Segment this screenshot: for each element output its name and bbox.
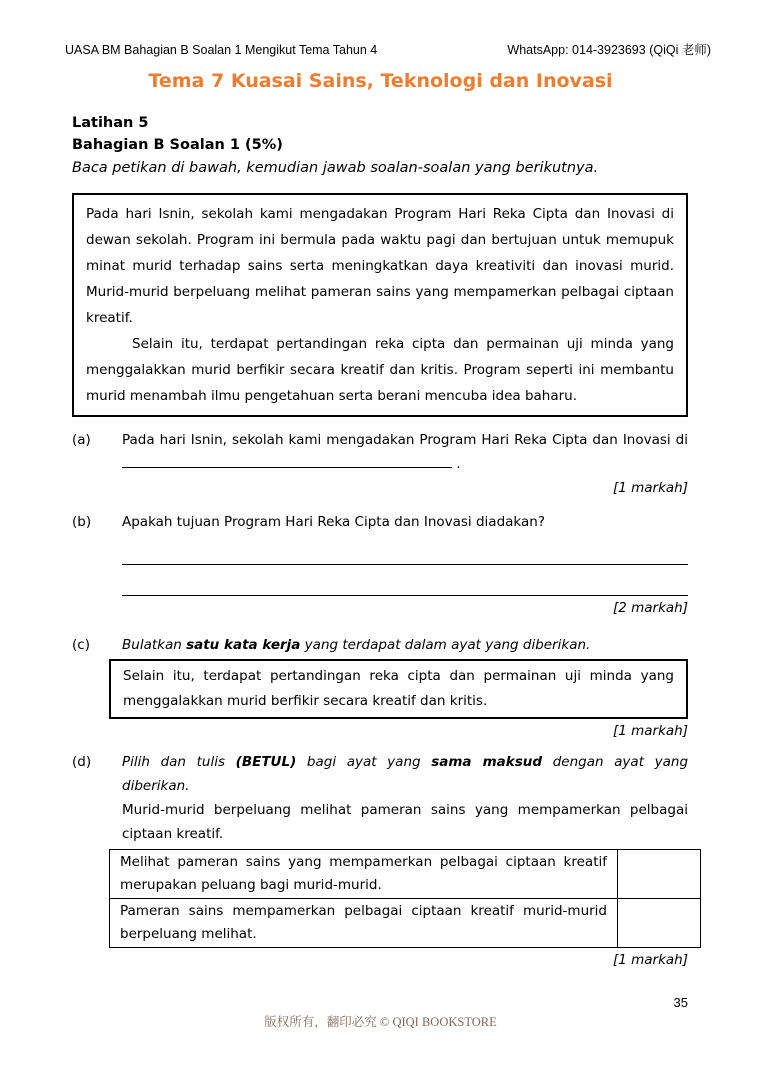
question-d-label: (d) <box>72 754 92 770</box>
page-header <box>65 42 711 58</box>
question-a-label: (a) <box>72 432 91 448</box>
question-d-instruction <box>122 750 688 798</box>
exercise-heading: Latihan 5 <box>72 115 149 131</box>
question-d-instr-b1: (BETUL) <box>235 754 297 770</box>
question-c-instr-pre: Bulatkan <box>122 637 187 653</box>
question-b-marks: [2 markah] <box>612 600 688 616</box>
passage-paragraph-2: Selain itu, terdapat pertandingan reka cipta dan permainan uji minda yang menggalakkan murid berfikir secara kreatif dan kritis. Program seperti ini membantu murid menambah ilmu pengetahuan serta berani mencuba idea baharu. <box>86 336 674 404</box>
header-left-text: UASA BM Bahagian B Soalan 1 Mengikut Tema Tahun 4 <box>65 43 378 57</box>
option-1-answer-cell <box>618 850 701 899</box>
section-heading: Bahagian B Soalan 1 (5%) <box>72 137 283 153</box>
question-a-answer-blank <box>122 454 452 468</box>
question-d-instr-p3: dengan ayat yang diberikan. <box>122 754 689 794</box>
passage-box <box>72 193 688 417</box>
option-1-text: Melihat pameran sains yang mempamerkan pelbagai ciptaan kreatif merupakan peluang bagi murid-murid. <box>110 850 618 899</box>
question-c-instr-bold: satu kata kerja <box>186 637 301 653</box>
question-a-marks: [1 markah] <box>612 480 688 496</box>
question-c-instruction <box>122 633 688 657</box>
question-b-text: Apakah tujuan Program Hari Reka Cipta dan Inovasi diadakan? <box>122 514 545 530</box>
question-c-instr-post: yang terdapat dalam ayat yang diberikan. <box>300 637 591 653</box>
question-d <box>72 750 688 948</box>
passage-paragraph-1: Pada hari Isnin, sekolah kami mengadakan Program Hari Reka Cipta dan Inovasi di dewan sekolah. Program ini bermula pada waktu pagi dan bertujuan untuk memupuk minat murid terhadap sains serta meningkatkan daya kreativiti dan inovasi murid. Murid-murid berpeluang melihat pameran sains yang mempamerkan pelbagai ciptaan kreatif. <box>86 206 674 326</box>
question-a-sentence: Pada hari Isnin, sekolah kami mengadakan Program Hari Reka Cipta dan Inovasi di <box>122 432 688 448</box>
question-a-period: . <box>456 456 461 472</box>
question-b <box>72 510 688 596</box>
option-2-text: Pameran sains mempamerkan pelbagai ciptaan kreatif murid-murid berpeluang melihat. <box>110 899 618 948</box>
question-b-label: (b) <box>72 514 92 530</box>
question-a-text <box>122 428 688 476</box>
table-row <box>110 899 701 948</box>
page-number: 35 <box>673 995 688 1010</box>
worksheet-content <box>72 112 688 970</box>
question-a <box>72 428 688 476</box>
question-c-label: (c) <box>72 637 90 653</box>
question-c-sentence-box: Selain itu, terdapat pertandingan reka cipta dan permainan uji minda yang menggalakkan murid berfikir secara kreatif dan kritis. <box>109 659 688 719</box>
table-row <box>110 850 701 899</box>
question-b-answer-line-2 <box>122 565 688 596</box>
question-d-instr-b2: sama maksud <box>431 754 543 770</box>
question-c <box>72 633 688 719</box>
question-c-marks: [1 markah] <box>612 723 688 739</box>
question-d-instr-p2: bagi ayat yang <box>296 754 432 770</box>
footer-copyright: 版权所有，翻印必究 © QIQI BOOKSTORE <box>264 1015 497 1029</box>
question-d-given-sentence: Murid-murid berpeluang melihat pameran sains yang mempamerkan pelbagai ciptaan kreatif. <box>122 802 688 842</box>
header-right-whatsapp: WhatsApp: 014-3923693 (QiQi 老师) <box>507 43 711 57</box>
question-b-answer-line-1 <box>122 534 688 565</box>
question-d-marks: [1 markah] <box>612 952 688 968</box>
theme-title: Tema 7 Kuasai Sains, Teknologi dan Inovasi <box>148 70 613 92</box>
question-d-instr-p1: Pilih dan tulis <box>122 754 236 770</box>
option-2-answer-cell <box>618 899 701 948</box>
question-d-option-table <box>109 849 701 948</box>
main-instruction: Baca petikan di bawah, kemudian jawab soalan-soalan yang berikutnya. <box>72 160 599 176</box>
